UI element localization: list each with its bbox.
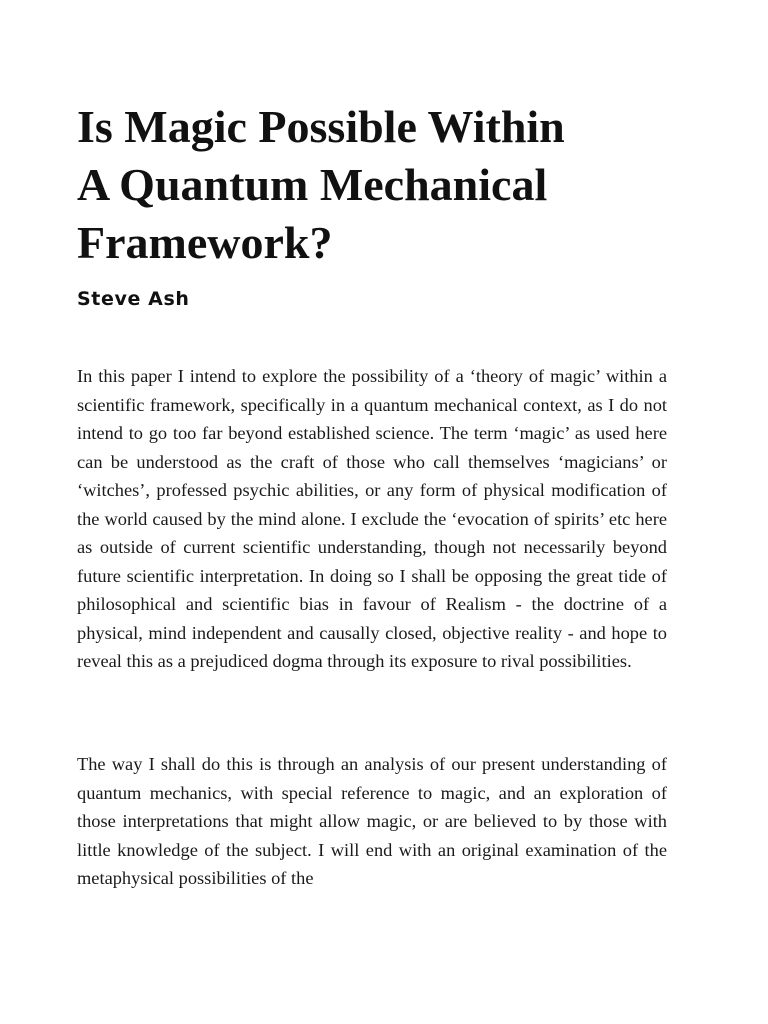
- author-name: Steve Ash: [77, 288, 190, 310]
- body-paragraph-1: In this paper I intend to explore the possibility of a ‘theory of magic’ within a scientific framework, specifically in a quantum mechanical context, as I do not intend to go too far beyond established science. The term ‘magic’ as used here can be understood as the craft of those who call themselves ‘magicians’ or ‘witches’, professed psychic abilities, or any form of physical modification of the world caused by the mind alone. I exclude the ‘evocation of spirits’ etc here as outside of current scientific understanding, though not necessarily beyond future scientific interpretation. In doing so I shall be opposing the great tide of philosophical and scientific bias in favour of Realism - the doctrine of a physical, mind independent and causally closed, objective reality - and hope to reveal this as a prejudiced dogma through its exposure to rival possibilities.: [77, 366, 667, 672]
- title-line-3: Framework?: [77, 217, 333, 268]
- title-line-1: Is Magic Possible Within: [77, 101, 565, 152]
- title-line-2: A Quantum Mechanical: [77, 159, 548, 210]
- document-title: [77, 98, 697, 272]
- body-paragraph-2: The way I shall do this is through an analysis of our present understanding of quantum mechanics, with special reference to magic, and an exploration of those interpretations that might allow magic, or are believed to by those with little knowledge of the subject. I will end with an original examination of the metaphysical possibilities of the: [77, 754, 667, 889]
